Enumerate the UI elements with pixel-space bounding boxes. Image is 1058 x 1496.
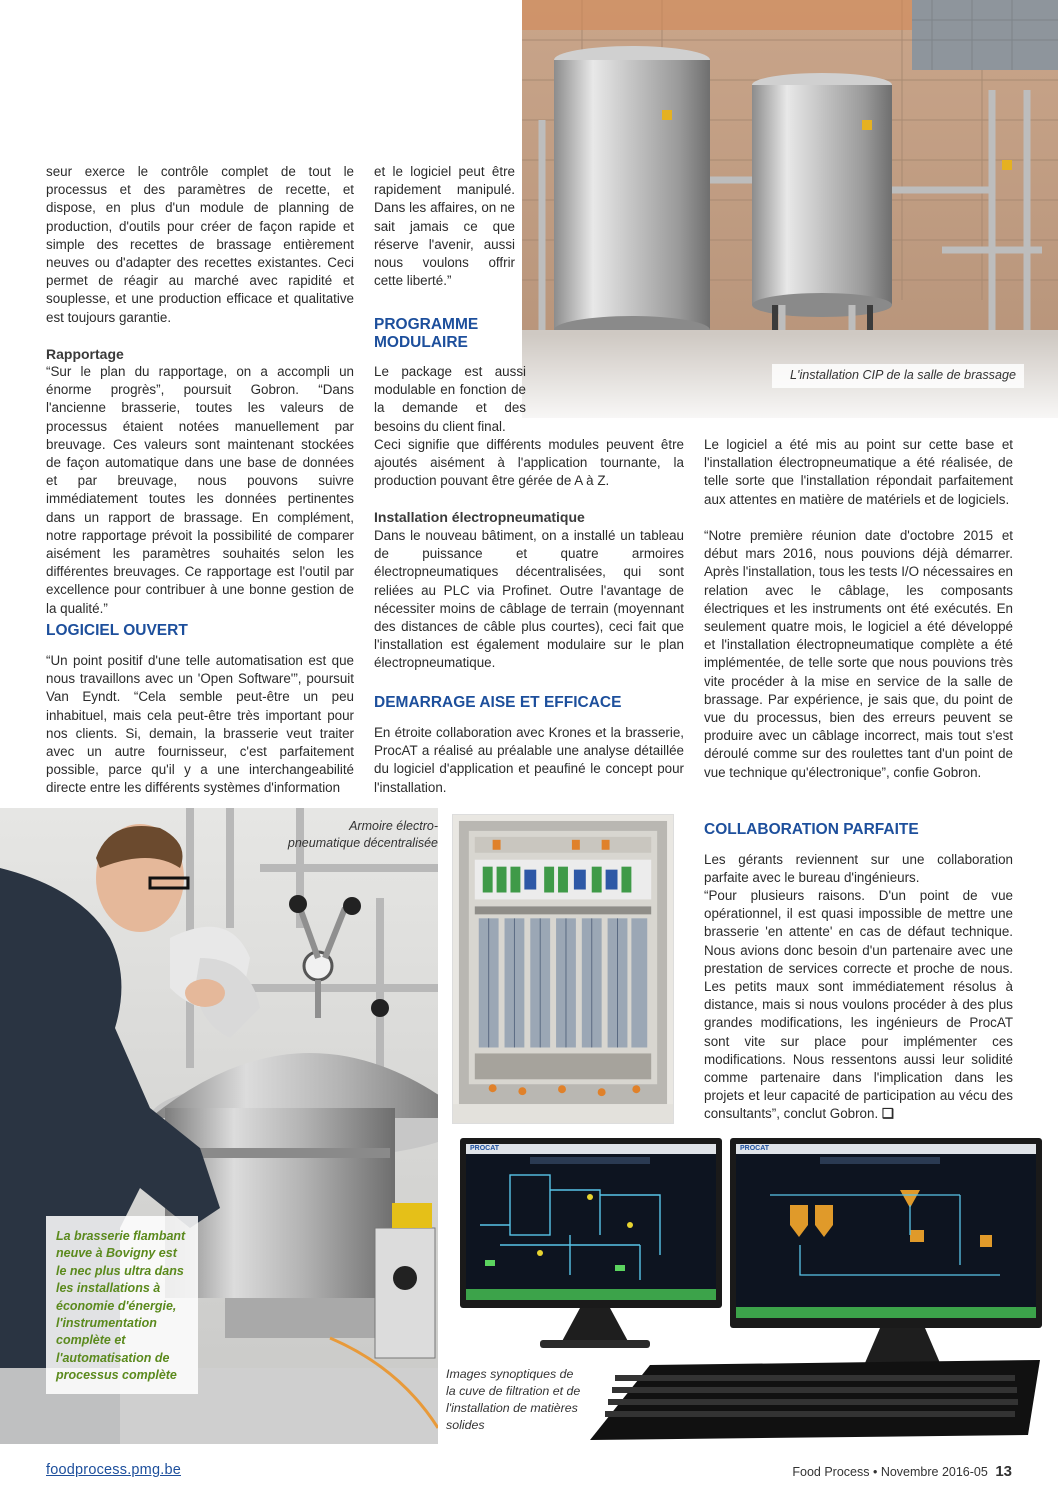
brasserie-caption: La brasserie flambant neuve à Bovigny est le nec plus ultra dans les installations à économie d'énergie, l'instrumentation complète et l'automatisation de processus complète <box>46 1216 198 1394</box>
demarrage-heading: DEMARRAGE AISE ET EFFICACE <box>374 694 622 711</box>
col1-para-1: seur exerce le contrôle complet de tout le processus et des paramètres de recette, et dispose, en plus d'un module de planning de production, d'outils pour créer de façon rapide et simple des recettes de brassage entièrement neuves ou d'adapter des recettes existantes. Ceci permet de réagir au marché avec rapidité et souplesse, et une production efficace et qualitative est toujours garantie. <box>46 164 354 325</box>
programme-heading-line-2: MODULAIRE <box>374 334 468 351</box>
logiciel-ouvert-heading: LOGICIEL OUVERT <box>46 622 188 639</box>
col2-para-2a: Le package est aussi modulable en fonction de la demande et des besoins du client final. <box>374 364 526 434</box>
col3-para-3: Les gérants reviennent sur une collaboration parfaite avec le bureau d'ingénieurs. <box>704 852 1013 886</box>
col2-para-2b: Ceci signifie que différents modules peuvent être ajoutés aisément à l'application tournante, la production pouvant être gérée de A à Z. <box>374 437 684 489</box>
footer-issue-text: Food Process • Novembre 2016-05 <box>792 1465 988 1479</box>
footer-issue <box>792 1463 1012 1480</box>
col3-para-2: “Notre première réunion date d'octobre 2015 et début mars 2016, nous pouvions déjà démarrer. Après l'installation, tous les tests I/O nécessaires en relation avec le câblage, les composants électriques et les instruments ont été exécutés. En seulement quatre mois, le logiciel a été développé et l'installation électropneumatique complète a été implémentée, de telle sorte que nous pouvions très vite procéder à la mise en service de la salle de brassage. Par expérience, je sais que, du point de vue du processus, bien des erreurs peuvent se produire avec un câblage incorrect, mais tout s'est déroulé comme sur des roulettes tant d'un point de vue technique qu'électronique”, confie Gobron. <box>704 528 1013 780</box>
footer-website-link[interactable]: foodprocess.pmg.be <box>46 1462 181 1478</box>
hmi-right-logo: PROCAT <box>740 1145 770 1152</box>
col2-para-4: En étroite collaboration avec Krones et la brasserie, ProcAT a réalisé au préalable une analyse détaillée du logiciel d'application et peaufiné le concept pour l'installation. <box>374 725 684 795</box>
collaboration-heading: COLLABORATION PARFAITE <box>704 821 919 838</box>
col2-para-3: Dans le nouveau bâtiment, on a installé un tableau de puissance et quatre armoires électropneumatiques décentralisées, qui sont reliées au PLC via Profinet. Outre l'avantage de nécessiter moins de câblage de terrain (moyennant des distances de câble plus courtes), ceci fait que l'installation est également modulaire sur le plan électropneumatique. <box>374 528 684 671</box>
col3-para-4 <box>704 887 1013 1124</box>
cip-caption: L'installation CIP de la salle de brassage <box>772 364 1024 388</box>
hmi-left-logo: PROCAT <box>470 1145 500 1152</box>
electro-cabinet-photo <box>452 814 674 1124</box>
rapportage-heading: Rapportage <box>46 346 124 362</box>
cip-installation-photo <box>522 0 1058 418</box>
col2-para-1: et le logiciel peut être rapidement manipulé. Dans les affaires, on ne sait jamais ce que réserve l'avenir, aussi nous voulons offrir cette liberté.” <box>374 164 515 289</box>
col1-para-3: “Un point positif d'une telle automatisation est que nous travaillons avec un 'Open Software'”, poursuit Van Eyndt. “Cela semble peut-être un peu inhabituel, mais cela peut-être très important pour nos clients. Si, demain, la brasserie veut traiter avec un autre fournisseur, c'est parfaitement possible, parce qu'il y a une interchangeabilité directe entre les différents systèmes d'information <box>46 653 354 796</box>
col3-para-1: Le logiciel a été mis au point sur cette base et l'installation électropneumatique a été réalisée, de telle sorte que l'installation répondait parfaitement aux attentes en matière de matériels et de logiciels. <box>704 437 1013 507</box>
col3-para-4-text: “Pour plusieurs raisons. D'un point de vue opérationnel, il est quasi impossible de mettre une brasserie 'en attente' en cas de défaut technique. Nous avions donc besoin d'un partenaire avec une prestation de services correcte et proche de nous. Les petits maux sont immédiatement résolus à distance, mais si nous voulons procéder à des plus grandes modifications, les ingénieurs de ProcAT sont vite sur place pour implémenter ces modifications. Nous ressentons aussi leur solidité comme partenaire dans l'implication dans les projets et leur capacité de participation au vécu des consultants”, conclut Gobron. <box>704 888 1013 1122</box>
installation-heading: Installation électropneumatique <box>374 509 585 525</box>
programme-heading-line-1: PROGRAMME <box>374 316 479 333</box>
col1-para-2: “Sur le plan du rapportage, on a accompli un énorme progrès”, poursuit Gobron. “Dans l'ancienne brasserie, toutes les valeurs de processus étaient notées manuellement par breuvage. Ces valeurs sont maintenant stockées de façon automatique dans une base de données et par breuvage, nous pouvons suivre immédiatement toutes les données pertinentes dans un rapport de brassage. En complément, notre rapportage prévoit la possibilité de comparer aisément les paramètres souhaités selon les différentes breuvages. Ce rapportage est l'outil par excellence pour contribuer à une bonne gestion de la qualité.” <box>46 364 354 616</box>
page-number: 13 <box>995 1463 1012 1480</box>
article-end-mark: ❑ <box>881 1106 894 1122</box>
synoptiques-caption: Images synoptiques de la cuve de filtration et de l'installation de matières solides <box>446 1367 581 1432</box>
armoire-caption: Armoire électro-pneumatique décentralisée <box>287 819 438 850</box>
